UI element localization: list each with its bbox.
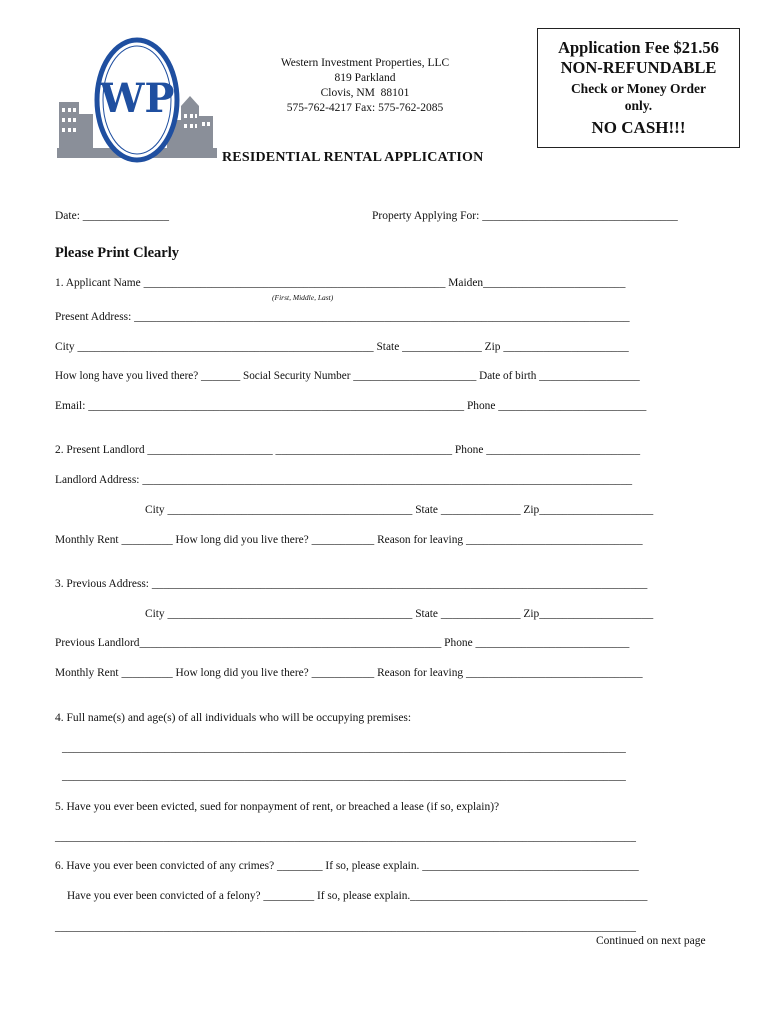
present-address-field[interactable]: Present Address: _______________________________________________________________________________________ [55,311,630,323]
residence-ssn-dob-field[interactable]: How long have you lived there? _______ Social Security Number ______________________ Date of birth __________________ [55,370,640,382]
previous-monthly-rent-field[interactable]: Monthly Rent _________ How long did you live there? ___________ Reason for leaving _______________________________ [55,667,643,679]
felony-explain-line[interactable]: ______________________________________________________________________________________________________ [55,921,636,933]
continued-note: Continued on next page [596,935,706,947]
email-phone-field[interactable]: Email: __________________________________________________________________ Phone __________________________ [55,400,647,412]
application-fee-box [537,28,740,148]
fee-no-cash: NO CASH!!! [591,118,686,137]
property-applying-field[interactable]: Property Applying For: __________________________________ [372,210,678,222]
crimes-question-field[interactable]: 6. Have you ever been convicted of any crimes? ________ If so, please explain. ______________________________________ [55,860,639,872]
name-hint: (First, Middle, Last) [272,293,334,302]
eviction-question: 5. Have you ever been evicted, sued for nonpayment of rent, or breached a lease (if so, explain)? [55,801,500,813]
company-street: 819 Parkland [334,72,396,84]
eviction-explain-line[interactable]: ______________________________________________________________________________________________________ [55,831,636,843]
felony-question-field[interactable]: Have you ever been convicted of a felony? _________ If so, please explain.__________________________________________ [67,890,648,902]
landlord-city-field[interactable]: City ___________________________________________ State ______________ Zip____________________ [145,504,654,516]
landlord-address-field[interactable]: Landlord Address: ______________________________________________________________________________________ [55,474,633,486]
occupants-line-1[interactable]: ___________________________________________________________________________________________________ [62,742,626,754]
company-logo [57,36,217,168]
occupants-question: 4. Full name(s) and age(s) of all individuals who will be occupying premises: [55,712,412,724]
occupants-line-2[interactable]: ___________________________________________________________________________________________________ [62,770,626,782]
present-landlord-field[interactable]: 2. Present Landlord ______________________ _______________________________ Phone ___________________________ [55,444,641,456]
fee-payment-method: Check or Money Order only. [570,81,707,113]
fee-nonrefundable: NON-REFUNDABLE [560,58,717,77]
previous-landlord-field[interactable]: Previous Landlord_____________________________________________________ Phone ___________________________ [55,637,630,649]
previous-address-field[interactable]: 3. Previous Address: _______________________________________________________________________________________ [55,578,648,590]
fee-amount: Application Fee $21.56 [558,38,719,57]
previous-city-field[interactable]: City ___________________________________________ State ______________ Zip____________________ [145,608,654,620]
date-field[interactable]: Date: _______________ [55,210,170,222]
monthly-rent-field[interactable]: Monthly Rent _________ How long did you live there? ___________ Reason for leaving _______________________________ [55,534,643,546]
company-name: Western Investment Properties, LLC [280,57,450,69]
company-city: Clovis, NM 88101 [320,87,410,99]
form-title: RESIDENTIAL RENTAL APPLICATION [222,150,484,165]
company-info [255,56,475,116]
print-clearly-heading: Please Print Clearly [55,245,180,261]
city-state-zip-field[interactable]: City ____________________________________________________ State ______________ Zip ______________________ [55,341,629,353]
company-phones: 575-762-4217 Fax: 575-762-2085 [286,102,444,114]
applicant-name-field[interactable]: 1. Applicant Name _____________________________________________________ Maiden_________________________ [55,277,626,289]
svg-text:WP: WP [99,75,175,122]
